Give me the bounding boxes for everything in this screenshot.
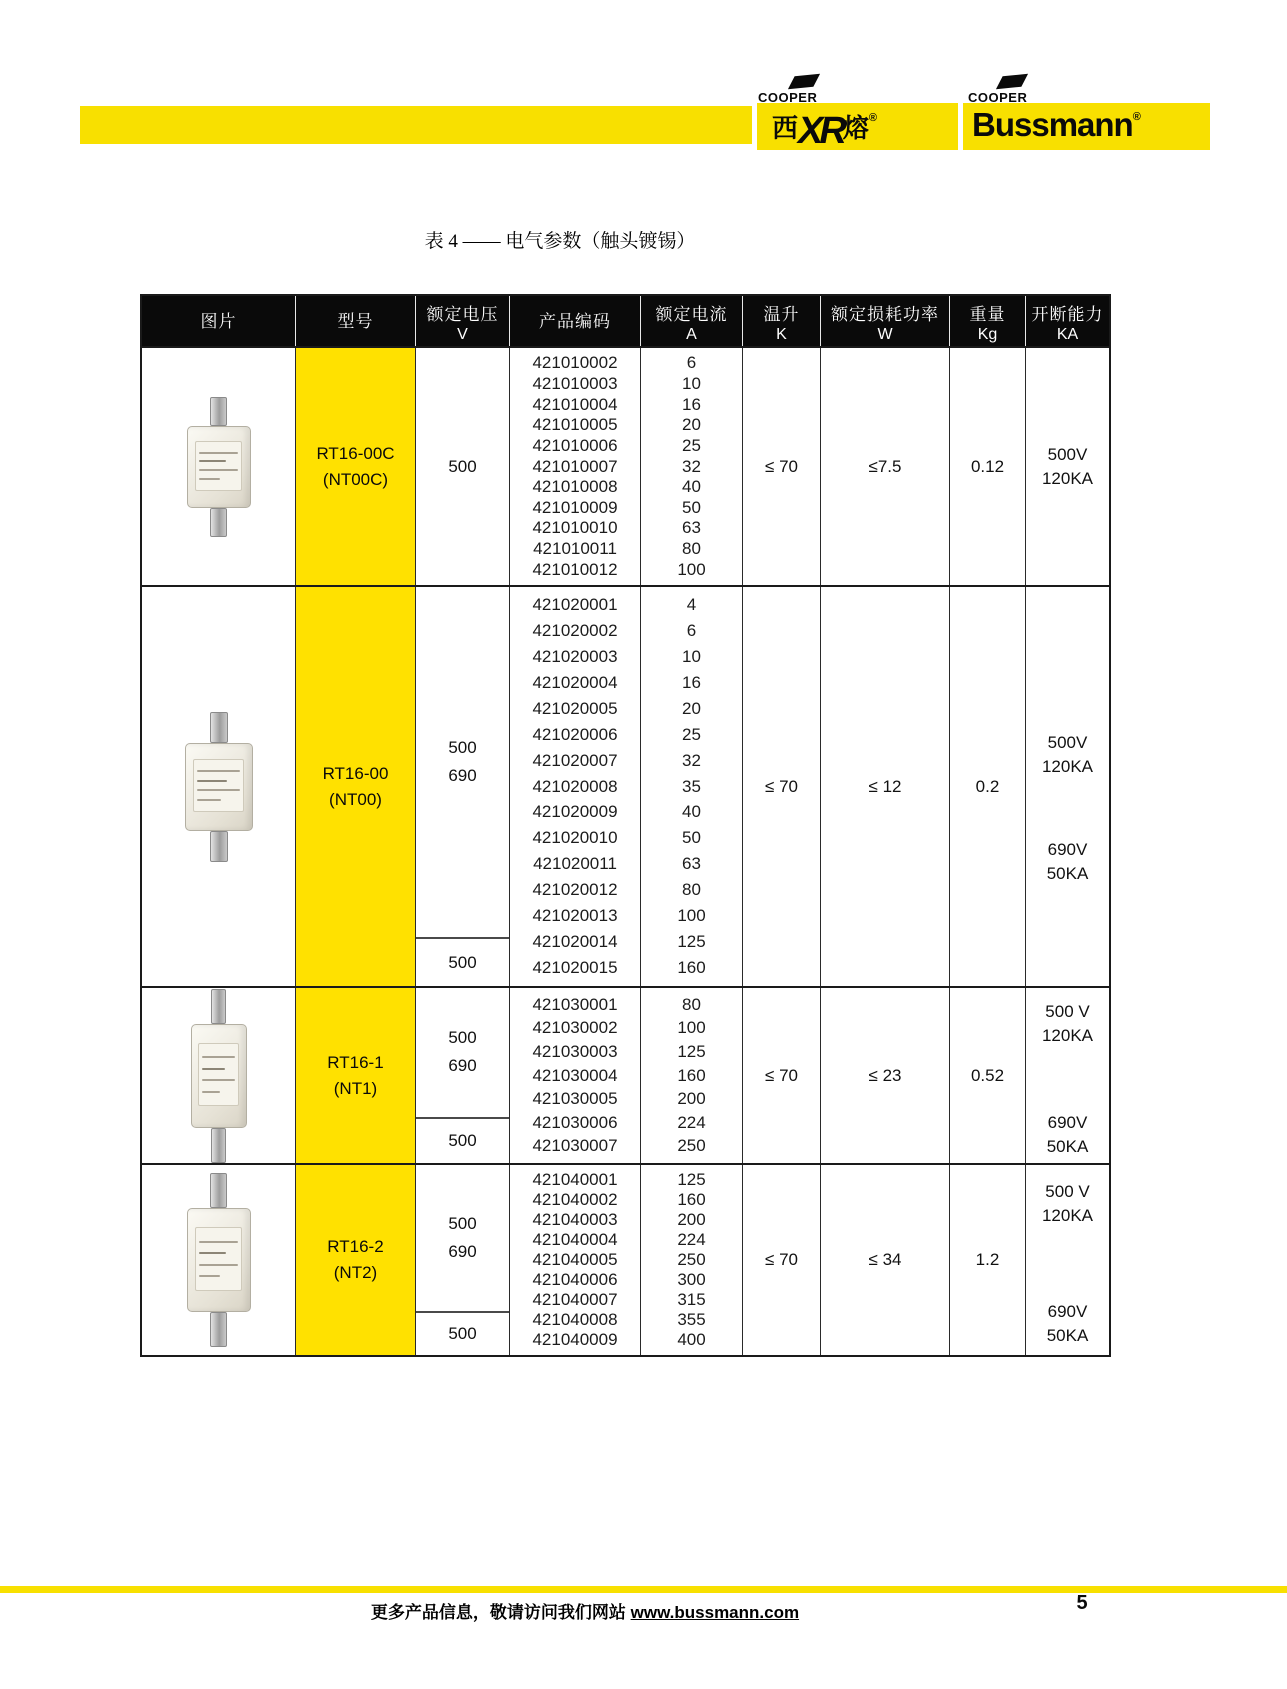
table-row <box>142 585 1109 986</box>
breaking-capacity-value: 120KA <box>1041 1026 1094 1046</box>
col-label: 开断能力 <box>1031 304 1104 324</box>
current-value: 6 <box>686 620 697 640</box>
model-name: RT16-00C <box>316 443 395 463</box>
current-value: 100 <box>677 1018 706 1038</box>
product-code-list <box>509 348 640 585</box>
voltage-value: 500 <box>416 1311 509 1355</box>
footer-text <box>0 1598 1170 1623</box>
current-value: 300 <box>677 1270 706 1289</box>
voltage-value: 500 <box>448 456 477 476</box>
table-row <box>142 986 1109 1163</box>
fuse-photo <box>191 989 247 1163</box>
fuse-body <box>191 1024 247 1128</box>
current-value: 16 <box>682 672 701 692</box>
product-photo-cell <box>142 988 295 1163</box>
product-code: 421040009 <box>532 1330 618 1349</box>
current-value: 25 <box>682 724 701 744</box>
col-unit: K <box>776 325 787 343</box>
power-loss-cell: ≤ 23 <box>820 988 949 1163</box>
product-code: 421010011 <box>533 539 617 559</box>
current-value: 200 <box>677 1210 706 1229</box>
current-value: 125 <box>677 1170 706 1189</box>
current-value: 80 <box>682 539 701 559</box>
xr-right-char: 熔 <box>842 113 869 143</box>
voltage-cell <box>415 348 509 585</box>
fuse-label <box>195 1227 242 1290</box>
bussmann-name: Bussmann <box>972 106 1133 143</box>
product-code: 421010006 <box>532 435 618 455</box>
current-value: 160 <box>677 1065 706 1085</box>
product-code: 421030001 <box>532 994 618 1014</box>
product-code: 421040004 <box>532 1230 618 1249</box>
brand-band <box>80 106 752 144</box>
voltage-cell <box>415 1165 509 1355</box>
current-value: 40 <box>682 477 701 497</box>
col-header-temp-rise <box>742 296 820 346</box>
col-unit: A <box>686 325 697 343</box>
col-header-power-loss <box>820 296 949 346</box>
current-value: 250 <box>677 1136 706 1156</box>
breaking-capacity-value: 690V <box>1047 840 1088 860</box>
voltage-cell <box>415 587 509 986</box>
voltage-value: 690 <box>448 1056 477 1076</box>
product-code: 421010010 <box>532 518 618 538</box>
breaking-capacity-cell <box>1025 587 1109 986</box>
product-code: 421020002 <box>532 620 618 640</box>
fuse-label <box>198 1043 239 1106</box>
table-row <box>142 1163 1109 1355</box>
voltage-value: 690 <box>448 766 477 786</box>
col-unit: V <box>457 325 468 343</box>
model-alt-name: (NT00) <box>329 789 382 809</box>
model-name: RT16-1 <box>327 1052 384 1072</box>
product-code: 421030003 <box>532 1041 618 1061</box>
current-value: 224 <box>677 1112 706 1132</box>
product-photo-cell <box>142 348 295 585</box>
model-cell <box>295 587 415 986</box>
fuse-label <box>195 441 242 491</box>
voltage-value: 500 <box>416 937 509 986</box>
product-code: 421040008 <box>532 1310 618 1329</box>
model-alt-name: (NT1) <box>333 1078 378 1098</box>
product-code: 421020011 <box>533 854 617 874</box>
registered-mark: ® <box>868 112 877 124</box>
model-cell <box>295 988 415 1163</box>
col-header-breaking-capacity <box>1025 296 1109 346</box>
product-code: 421020009 <box>532 802 618 822</box>
weight-cell: 0.2 <box>949 587 1025 986</box>
table-header-row <box>142 296 1109 346</box>
product-code-list <box>509 988 640 1163</box>
weight-cell: 0.12 <box>949 348 1025 585</box>
fuse-photo <box>187 397 251 537</box>
voltage-value: 500 <box>448 1028 477 1048</box>
xr-left-char: 西 <box>772 113 799 143</box>
product-code: 421030007 <box>532 1136 618 1156</box>
breaking-capacity-value: 500V <box>1047 444 1088 464</box>
current-value: 50 <box>682 497 701 517</box>
current-value: 16 <box>682 394 701 414</box>
model-cell <box>295 348 415 585</box>
model-name: RT16-00 <box>322 763 389 783</box>
product-code: 421020012 <box>532 880 618 900</box>
registered-mark: ® <box>1132 111 1140 123</box>
breaking-capacity-cell <box>1025 988 1109 1163</box>
product-code: 421020008 <box>532 776 618 796</box>
product-code: 421030005 <box>532 1089 618 1109</box>
product-code: 421040007 <box>532 1290 618 1309</box>
fuse-photo <box>187 1173 251 1347</box>
current-list <box>640 348 742 585</box>
current-value: 160 <box>677 958 706 978</box>
power-loss-cell: ≤7.5 <box>820 348 949 585</box>
product-photo-cell <box>142 1165 295 1355</box>
current-value: 125 <box>677 1041 706 1061</box>
product-code: 421020003 <box>532 646 618 666</box>
model-alt-name: (NT00C) <box>322 469 389 489</box>
model-cell <box>295 1165 415 1355</box>
product-code: 421010012 <box>532 559 618 579</box>
breaking-capacity-value: 120KA <box>1041 468 1094 488</box>
breaking-capacity-value: 50KA <box>1046 1325 1089 1345</box>
fuse-blade-bottom <box>211 1128 226 1163</box>
current-value: 200 <box>677 1089 706 1109</box>
voltage-value: 500 <box>448 738 477 758</box>
current-value: 6 <box>686 353 697 373</box>
product-code: 421040002 <box>532 1190 618 1209</box>
col-header-code <box>509 296 640 346</box>
breaking-capacity-value: 690V <box>1047 1112 1088 1132</box>
xr-mark: XR <box>798 110 843 152</box>
xirong-logo <box>772 108 877 153</box>
col-unit: W <box>877 325 893 343</box>
power-loss-cell: ≤ 12 <box>820 587 949 986</box>
fuse-blade-bottom <box>210 508 227 537</box>
current-value: 100 <box>677 906 706 926</box>
breaking-capacity-value: 690V <box>1047 1301 1088 1321</box>
current-value: 80 <box>682 880 701 900</box>
current-value: 32 <box>682 456 701 476</box>
breaking-capacity-value: 500 V <box>1045 1182 1090 1202</box>
col-label: 图片 <box>200 312 237 331</box>
current-value: 63 <box>682 854 701 874</box>
current-value: 355 <box>677 1310 706 1329</box>
product-code: 421030004 <box>532 1065 618 1085</box>
website-link[interactable]: www.bussmann.com <box>630 1603 800 1622</box>
voltage-value: 500 <box>416 1117 509 1163</box>
product-code: 421010008 <box>532 477 618 497</box>
cooper-wordmark: COOPER <box>758 90 818 105</box>
fuse-photo <box>185 712 253 862</box>
current-value: 250 <box>677 1250 706 1269</box>
product-code: 421020006 <box>532 724 618 744</box>
breaking-capacity-value: 500 V <box>1045 1002 1090 1022</box>
current-value: 50 <box>682 828 701 848</box>
cooper-flag-icon <box>996 74 1028 89</box>
col-unit: KA <box>1056 325 1079 343</box>
fuse-blade-bottom <box>210 831 228 862</box>
fuse-blade-top <box>211 989 226 1024</box>
breaking-capacity-value: 50KA <box>1046 864 1089 884</box>
fuse-blade-top <box>210 712 228 743</box>
cooper-wordmark: COOPER <box>968 90 1028 105</box>
product-code: 421010005 <box>532 415 618 435</box>
product-photo-cell <box>142 587 295 986</box>
current-value: 40 <box>682 802 701 822</box>
current-value: 10 <box>682 646 701 666</box>
current-list <box>640 587 742 986</box>
fuse-body <box>185 743 253 831</box>
table-title: 表 4 —— 电气参数（触头镀锡） <box>424 231 696 252</box>
product-code: 421020015 <box>532 958 618 978</box>
current-value: 20 <box>682 698 701 718</box>
current-value: 400 <box>677 1330 706 1349</box>
bussmann-wordmark <box>972 106 1140 144</box>
product-code: 421040003 <box>532 1210 618 1229</box>
current-value: 10 <box>682 373 701 393</box>
col-header-model <box>295 296 415 346</box>
temp-rise-cell: ≤ 70 <box>742 587 820 986</box>
col-header-weight <box>949 296 1025 346</box>
col-label: 重量 <box>969 304 1006 324</box>
product-code: 421020001 <box>532 594 618 614</box>
product-code: 421010002 <box>532 353 618 373</box>
current-value: 25 <box>682 435 701 455</box>
page-number: 5 <box>1076 1592 1088 1614</box>
product-code: 421040001 <box>532 1170 618 1189</box>
col-header-voltage <box>415 296 509 346</box>
breaking-capacity-value: 120KA <box>1041 756 1094 776</box>
product-code: 421030006 <box>532 1112 618 1132</box>
current-value: 4 <box>686 594 697 614</box>
product-code: 421020004 <box>532 672 618 692</box>
voltage-value: 500 <box>448 1214 477 1234</box>
current-value: 32 <box>682 750 701 770</box>
fuse-body <box>187 426 251 508</box>
product-code-list <box>509 1165 640 1355</box>
current-value: 80 <box>682 994 701 1014</box>
current-list <box>640 1165 742 1355</box>
col-label: 温升 <box>763 304 800 324</box>
current-value: 125 <box>677 932 706 952</box>
col-header-picture <box>142 296 295 346</box>
table-row <box>142 346 1109 585</box>
breaking-capacity-cell <box>1025 348 1109 585</box>
product-code: 421030002 <box>532 1018 618 1038</box>
fuse-blade-top <box>210 1173 227 1208</box>
product-code: 421010009 <box>532 497 618 517</box>
current-value: 100 <box>677 559 706 579</box>
col-label: 产品编码 <box>539 312 611 331</box>
temp-rise-cell: ≤ 70 <box>742 988 820 1163</box>
product-code: 421020013 <box>532 906 618 926</box>
parameters-table <box>140 294 1111 1357</box>
product-code: 421020010 <box>532 828 618 848</box>
product-code: 421020005 <box>532 698 618 718</box>
product-code: 421020014 <box>532 932 618 952</box>
product-code: 421010004 <box>532 394 618 414</box>
col-unit: Kg <box>977 325 998 343</box>
current-value: 63 <box>682 518 701 538</box>
fuse-label <box>193 759 243 812</box>
temp-rise-cell: ≤ 70 <box>742 348 820 585</box>
cooper-flag-icon <box>788 74 820 89</box>
breaking-capacity-value: 500V <box>1047 732 1088 752</box>
fuse-body <box>187 1208 251 1312</box>
product-code: 421010007 <box>532 456 618 476</box>
current-value: 224 <box>677 1230 706 1249</box>
model-name: RT16-2 <box>327 1237 384 1256</box>
product-code-list <box>509 587 640 986</box>
current-value: 315 <box>677 1290 706 1309</box>
voltage-value: 690 <box>448 1242 477 1262</box>
weight-cell: 0.52 <box>949 988 1025 1163</box>
fuse-blade-bottom <box>210 1312 227 1347</box>
fuse-blade-top <box>210 397 227 426</box>
breaking-capacity-cell <box>1025 1165 1109 1355</box>
col-label: 型号 <box>337 312 374 331</box>
current-value: 20 <box>682 415 701 435</box>
col-label: 额定电流 <box>655 304 728 324</box>
current-value: 160 <box>677 1190 706 1209</box>
current-value: 35 <box>682 776 701 796</box>
model-alt-name: (NT2) <box>333 1263 378 1282</box>
breaking-capacity-value: 50KA <box>1046 1136 1089 1156</box>
voltage-cell <box>415 988 509 1163</box>
product-code: 421020007 <box>532 750 618 770</box>
col-header-current <box>640 296 742 346</box>
current-list <box>640 988 742 1163</box>
footer-info: 更多产品信息，敬请访问我们网站 <box>370 1603 626 1622</box>
col-label: 额定损耗功率 <box>831 304 939 324</box>
temp-rise-cell: ≤ 70 <box>742 1165 820 1355</box>
product-code: 421010003 <box>532 373 618 393</box>
power-loss-cell: ≤ 34 <box>820 1165 949 1355</box>
col-label: 额定电压 <box>426 304 499 324</box>
product-code: 421040006 <box>532 1270 618 1289</box>
weight-cell: 1.2 <box>949 1165 1025 1355</box>
breaking-capacity-value: 120KA <box>1041 1206 1094 1226</box>
product-code: 421040005 <box>532 1250 618 1269</box>
